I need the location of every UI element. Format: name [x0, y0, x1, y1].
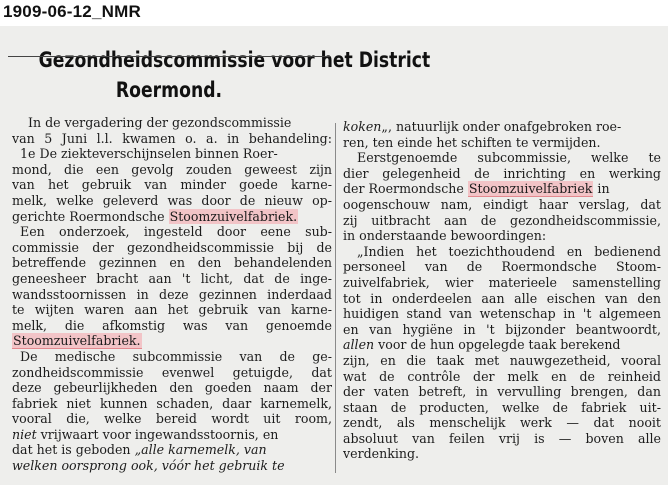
text-line: ren, ten einde het schiften te vermijden. — [343, 134, 601, 150]
text-line: wat de contrôle der melk en de reinheid — [343, 368, 661, 384]
text-line: Een onderzoek, ingesteld door eene sub- — [20, 224, 332, 240]
text-line: absoluut van feilen vrij is — boven alle — [343, 430, 661, 446]
text-fragment: dat het is geboden — [12, 442, 131, 458]
text-line: zuivelfabriek, wier materieele samenstelling — [343, 274, 661, 290]
text-line: der vaten betreft, in vervulling brengen, dan — [343, 384, 661, 400]
image-caption: 1909-06-12_NMR — [3, 2, 141, 21]
highlighted-term: Stoomzuivelfabriek — [468, 181, 593, 197]
newspaper-clipping — [0, 26, 668, 485]
text-line: deze gebeurlijkheden den goeden naam der — [12, 380, 332, 396]
text-fragment: „, natuurlijk onder onafgebroken roe- — [381, 119, 622, 134]
text-line: staan de producten, welke de fabriek uit- — [343, 399, 661, 415]
text-line: van 5 Juni l.l. kwamen o. a. in behandeling: — [12, 130, 332, 146]
text-line — [343, 181, 661, 197]
text-line: in onderstaande bewoordingen: — [343, 228, 547, 244]
text-line — [12, 427, 332, 443]
text-line: melk, die afkomstig was van genoemde — [12, 317, 332, 333]
text-line: 1e De ziekteverschijnselen binnen Roer- — [20, 146, 278, 162]
text-fragment: der Roermondsche — [343, 181, 464, 197]
text-line: oogenschouw nam, eindigt haar verslag, dat — [343, 196, 661, 212]
text-line: „Indien het toezichthoudend en bedienend — [357, 243, 661, 259]
text-line: van het gebruik van minder goede karne- — [12, 177, 332, 193]
article-column-right — [343, 119, 661, 462]
text-fragment: vrijwaart voor ingewandsstoornis, en — [40, 426, 279, 442]
column-divider — [335, 123, 336, 473]
text-line: zij uitbracht aan de gezondheidscommissie, — [343, 212, 661, 228]
italic-quote: „alle karnemelk, van — [134, 442, 267, 458]
text-line: mond, die een gevolg zouden geweest zijn — [12, 161, 332, 177]
text-fragment: voor de hun opgelegde taak berekend — [378, 337, 621, 353]
highlighted-term: Stoomzuivelfabriek. — [169, 208, 298, 224]
italic-word: allen — [343, 337, 375, 353]
text-line: zondheidscommissie evenwel getuigde, dat — [12, 364, 332, 380]
text-line — [343, 337, 661, 353]
highlighted-term: Stoomzuivelfabriek. — [13, 333, 141, 349]
text-line — [12, 442, 332, 458]
text-line: geneesheer bracht aan 't licht, dat de inge- — [12, 270, 332, 286]
text-line — [343, 119, 661, 135]
text-line — [12, 458, 332, 474]
text-line: en van hygiëne in 't bijzonder beantwoordt, — [343, 321, 661, 337]
text-fragment: gerichte Roermondsche — [12, 208, 165, 224]
headline-top-rule — [8, 56, 330, 57]
text-line: te wijten waren aan het gebruik van karne- — [12, 302, 332, 318]
text-line: In de vergadering der gezondscommissie — [28, 115, 292, 130]
text-line: dier gelegenheid de inrichting en werking — [343, 165, 661, 181]
text-line: tot in onderdeelen aan alle eischen van den — [343, 290, 661, 306]
text-line: fabriek niet kunnen schaden, daar karnemelk, — [12, 395, 332, 411]
text-line: zijn, en die taak met nauwgezetheid, vooral — [343, 352, 661, 368]
text-line: Eerstgenoemde subcommissie, welke te — [357, 150, 661, 166]
text-line: wandsstoornissen in deze gezinnen inderdaad — [12, 286, 332, 302]
text-line: huidigen stand van wetenschap in 't algemeen — [343, 306, 661, 322]
text-line — [12, 209, 332, 225]
text-fragment: in — [597, 181, 610, 197]
text-line: zendt, als menschelijk werk — dat nooit — [343, 415, 661, 431]
headline-line-2: Roermond. — [115, 78, 223, 102]
text-line: melk, welke geleverd was door de nieuw op- — [12, 192, 332, 208]
italic-word: koken — [343, 119, 382, 134]
text-line: personeel van de Roermondsche Stoom- — [343, 259, 661, 275]
text-line — [12, 333, 332, 349]
italic-quote: welken oorsprong ook, vóór het gebruik te — [12, 458, 285, 474]
text-line: De medische subcommissie van de ge- — [20, 348, 332, 364]
headline-line-1: Gezondheidscommissie voor het District — [38, 48, 431, 72]
article-column-left — [12, 115, 332, 474]
italic-word: niet — [12, 426, 37, 442]
text-line: commissie der gezondheidscommissie bij de — [12, 239, 332, 255]
text-line: verdenking. — [343, 446, 420, 462]
text-line: vooral die, welke bereid wordt uit room, — [12, 411, 332, 427]
text-line: betreffende gezinnen en den behandelenden — [12, 255, 332, 271]
